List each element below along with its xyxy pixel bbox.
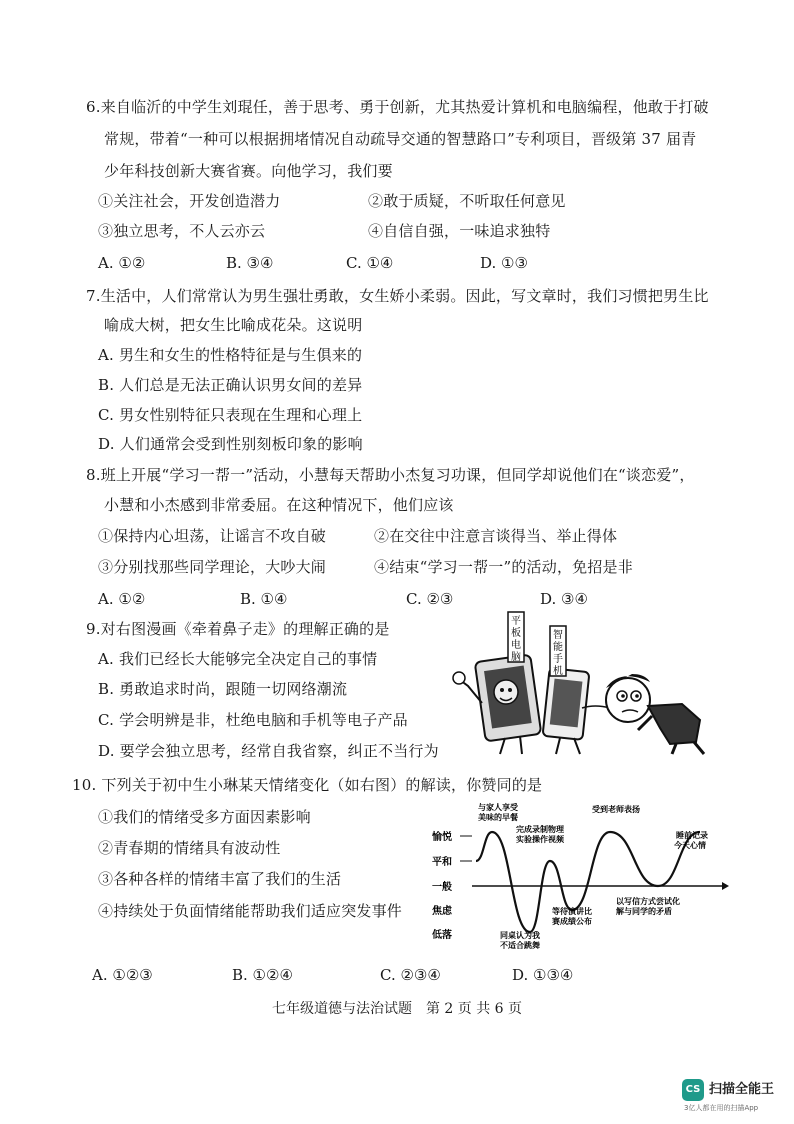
q10-item-3: ③各种各样的情绪丰富了我们的生活 [98, 870, 342, 888]
q6-choice-d: D. ①③ [480, 254, 528, 272]
q8-stem-line-2: 小慧和小杰感到非常委屈。在这种情况下，他们应该 [104, 496, 454, 514]
q6-choice-a: A. ①② [98, 254, 146, 272]
q9-choice-d: D. 要学会独立思考，经常自我省察，纠正不当行为 [98, 742, 439, 760]
y-level-4: 焦虑 [432, 906, 452, 917]
watermark-tagline: 3亿人都在用的扫描App [684, 1104, 759, 1112]
scanner-watermark [678, 1076, 790, 1116]
q6-item-1: ①关注社会，开发创造潜力 [98, 192, 281, 210]
svg-text:机: 机 [553, 666, 563, 677]
q8-item-4: ④结束“学习一帮一”的活动，免招是非 [374, 558, 633, 576]
annotation-letter-1: 以写信方式尝试化 [616, 897, 680, 906]
q10-item-2: ②青春期的情绪具有波动性 [98, 839, 281, 857]
q10-choice-a: A. ①②③ [92, 966, 153, 984]
annotation-letter-2: 解与同学的矛盾 [616, 907, 672, 916]
y-level-1: 愉悦 [432, 832, 452, 843]
mood-chart [430, 798, 730, 954]
annotation-breakfast-1: 与家人享受 [478, 803, 518, 812]
q7-choice-a: A. 男生和女生的性格特征是与生俱来的 [98, 346, 363, 364]
q6-item-3: ③独立思考，不人云亦云 [98, 222, 266, 240]
q7-choice-d: D. 人们通常会受到性别刻板印象的影响 [98, 435, 363, 453]
mood-axis-arrow [722, 882, 729, 890]
q10-choice-c: C. ②③④ [380, 966, 441, 984]
annotation-deskmate-2: 不适合跳舞 [500, 941, 540, 950]
q6-item-2: ②敢于质疑，不听取任何意见 [368, 192, 566, 210]
svg-text:板: 板 [511, 628, 521, 639]
svg-text:脑: 脑 [511, 652, 521, 663]
watermark-name: 扫描全能王 [709, 1082, 775, 1097]
svg-text:智: 智 [553, 630, 563, 641]
q6-choice-b: B. ③④ [226, 254, 274, 272]
q6-item-4: ④自信自强，一味追求独特 [368, 222, 551, 240]
q9-choice-c: C. 学会明辨是非，杜绝电脑和手机等电子产品 [98, 711, 408, 729]
svg-text:手: 手 [553, 654, 563, 665]
q10-item-1: ①我们的情绪受多方面因素影响 [98, 808, 311, 826]
q10-choice-b: B. ①②④ [232, 966, 293, 984]
q8-choice-d: D. ③④ [540, 590, 588, 608]
q9-choice-b: B. 勇敢追求时尚，跟随一切网络潮流 [98, 680, 348, 698]
annotation-physics-2: 实验操作视频 [516, 835, 564, 844]
y-level-2: 平和 [432, 857, 452, 868]
y-level-3: 一般 [432, 882, 452, 893]
q7-choice-b: B. 人们总是无法正确认识男女间的差异 [98, 376, 363, 394]
q8-item-1: ①保持内心坦荡，让谣言不攻自破 [98, 527, 327, 545]
q8-choice-b: B. ①④ [240, 590, 288, 608]
q10-stem: 10. 下列关于初中生小琳某天情绪变化（如右图）的解读，你赞同的是 [72, 776, 543, 794]
annotation-diary-2: 今天心情 [674, 841, 706, 850]
annotation-deskmate-1: 同桌认为我 [500, 931, 540, 940]
page-footer: 七年级道德与法治试题 第 2 页 共 6 页 [271, 1001, 523, 1017]
annotation-breakfast-2: 美味的早餐 [478, 813, 518, 822]
q9-stem: 9.对右图漫画《牵着鼻子走》的理解正确的是 [86, 620, 390, 638]
q7-choice-c: C. 男女性别特征只表现在生理和心理上 [98, 406, 363, 424]
svg-text:能: 能 [553, 642, 563, 653]
q9-choice-a: A. 我们已经长大能够完全决定自己的事情 [98, 650, 378, 668]
q10-item-4: ④持续处于负面情绪能帮助我们适应突发事件 [98, 902, 403, 920]
q8-choice-a: A. ①② [98, 590, 146, 608]
q7-stem-line-1: 7.生活中，人们常常认为男生强壮勇敢，女生娇小柔弱。因此，写文章时，我们习惯把男生比 [86, 287, 709, 305]
q8-choice-c: C. ②③ [406, 590, 454, 608]
svg-text:电: 电 [511, 640, 521, 651]
q6-stem-line-2: 常规，带着“一种可以根据拥堵情况自动疏导交通的智慧路口”专利项目，晋级第 37 届青 [104, 130, 697, 148]
q6-stem-line-1: 6.来自临沂的中学生刘琨任，善于思考、勇于创新，尤其热爱计算机和电脑编程，他敢于打破 [86, 98, 709, 116]
q7-stem-line-2: 喻成大树，把女生比喻成花朵。这说明 [104, 316, 363, 334]
q8-item-3: ③分别找那些同学理论，大吵大闹 [98, 558, 327, 576]
annotation-speech-2: 赛成绩公布 [552, 917, 592, 926]
q8-stem-line-1: 8.班上开展“学习一帮一”活动，小慧每天帮助小杰复习功课，但同学却说他们在“谈恋爱”， [86, 466, 695, 484]
tablet-label-char-1: 平 [511, 616, 521, 627]
annotation-speech-1: 等待演讲比 [552, 907, 592, 916]
q9-cartoon [450, 608, 718, 756]
annotation-praise: 受到老师表扬 [592, 805, 640, 814]
q6-choice-c: C. ①④ [346, 254, 394, 272]
q10-choice-d: D. ①③④ [512, 966, 574, 984]
q6-stem-line-3: 少年科技创新大赛省赛。向他学习，我们要 [104, 162, 393, 180]
q8-item-2: ②在交往中注意言谈得当、举止得体 [374, 527, 618, 545]
annotation-physics-1: 完成录制物理 [516, 825, 564, 834]
y-level-5: 低落 [432, 930, 452, 941]
annotation-diary-1: 睡前记录 [676, 831, 708, 840]
cs-logo-icon: CS [682, 1079, 704, 1101]
